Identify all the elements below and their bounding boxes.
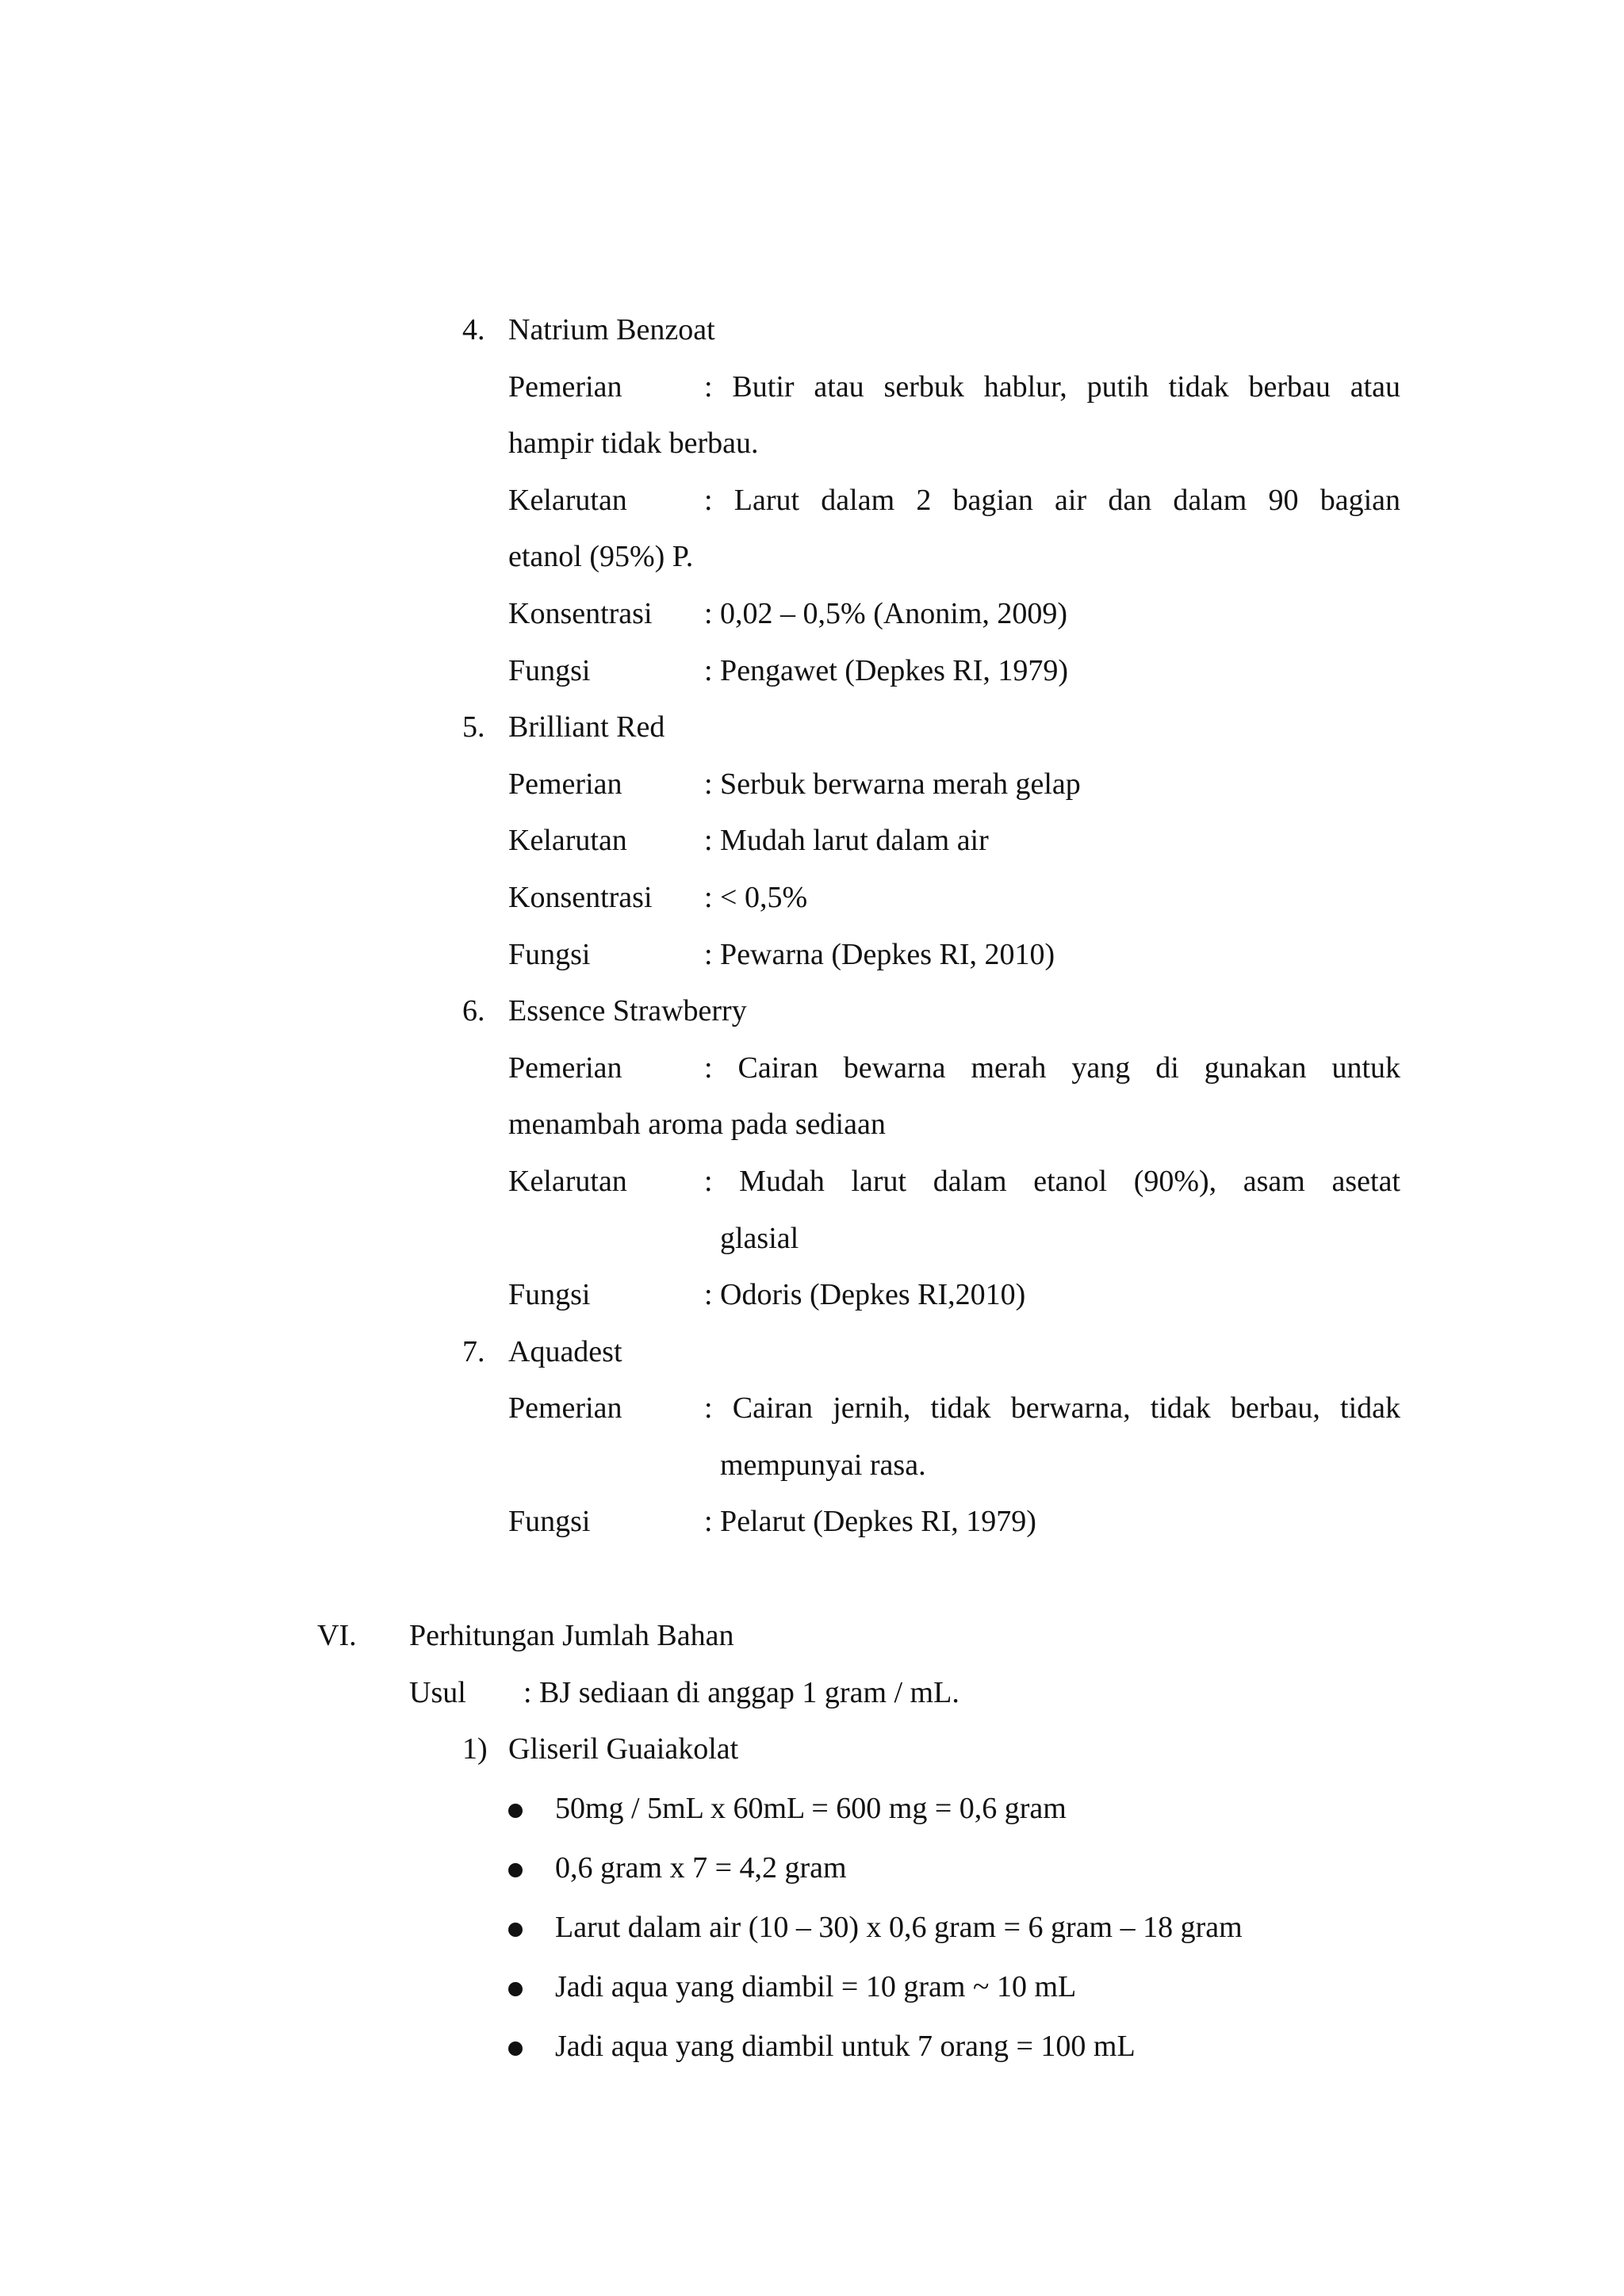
property-label: Kelarutan (508, 824, 627, 857)
property-value: : Butir atau serbuk hablur, putih tidak berbau atau (704, 370, 1400, 404)
property-label: Pemerian (508, 1391, 622, 1425)
list-number: 4. (462, 313, 485, 346)
bullet-icon (508, 1804, 523, 1818)
property-value: : Serbuk berwarna merah gelap (704, 767, 1081, 801)
property-value-continued: etanol (95%) P. (508, 540, 694, 573)
property-label: Fungsi (508, 1505, 591, 1538)
property-value-continued: glasial (720, 1222, 799, 1255)
property-value-continued: menambah aroma pada sediaan (508, 1108, 886, 1141)
usul-text: : BJ sediaan di anggap 1 gram / mL. (523, 1676, 959, 1709)
property-label: Fungsi (508, 654, 591, 687)
property-value: : Mudah larut dalam air (704, 824, 989, 857)
property-value: : Mudah larut dalam etanol (90%), asam asetat (704, 1165, 1400, 1198)
property-label: Fungsi (508, 938, 591, 971)
calculation-item: Larut dalam air (10 – 30) x 0,6 gram = 6 gram – 18 gram (555, 1911, 1243, 1944)
list-number: 6. (462, 994, 485, 1027)
property-label: Konsentrasi (508, 881, 653, 914)
property-value-continued: mempunyai rasa. (720, 1448, 926, 1482)
property-label: Fungsi (508, 1278, 591, 1311)
material-title: Aquadest (508, 1335, 622, 1368)
property-value: : Pelarut (Depkes RI, 1979) (704, 1505, 1036, 1538)
property-value: : Pengawet (Depkes RI, 1979) (704, 654, 1069, 687)
property-label: Pemerian (508, 1051, 622, 1085)
calculation-item: Jadi aqua yang diambil untuk 7 orang = 100 mL (555, 2030, 1136, 2063)
bullet-icon (508, 1982, 523, 1996)
bullet-icon (508, 2042, 523, 2056)
calculation-item: 50mg / 5mL x 60mL = 600 mg = 0,6 gram (555, 1792, 1067, 1825)
calculation-item: 0,6 gram x 7 = 4,2 gram (555, 1851, 847, 1885)
list-number: 5. (462, 710, 485, 744)
bullet-icon (508, 1863, 523, 1877)
sub-title: Gliseril Guaiakolat (508, 1732, 739, 1766)
bullet-icon (508, 1923, 523, 1937)
property-label: Pemerian (508, 370, 622, 404)
property-value: : Pewarna (Depkes RI, 2010) (704, 938, 1055, 971)
property-value: : < 0,5% (704, 881, 808, 914)
property-value-continued: hampir tidak berbau. (508, 427, 759, 460)
property-value: : 0,02 – 0,5% (Anonim, 2009) (704, 597, 1068, 630)
property-label: Kelarutan (508, 1165, 627, 1198)
property-label: Pemerian (508, 767, 622, 801)
property-value: : Cairan jernih, tidak berwarna, tidak berbau, tidak (704, 1391, 1400, 1425)
section-title: Perhitungan Jumlah Bahan (409, 1619, 734, 1652)
property-value: : Larut dalam 2 bagian air dan dalam 90 bagian (704, 484, 1400, 517)
calculation-item: Jadi aqua yang diambil = 10 gram ~ 10 mL (555, 1970, 1077, 2003)
property-label: Kelarutan (508, 484, 627, 517)
material-title: Natrium Benzoat (508, 313, 715, 346)
list-number: 7. (462, 1335, 485, 1368)
usul-label: Usul (409, 1676, 466, 1709)
section-numeral: VI. (317, 1619, 357, 1652)
sub-number: 1) (462, 1732, 488, 1766)
property-value: : Odoris (Depkes RI,2010) (704, 1278, 1026, 1311)
material-title: Essence Strawberry (508, 994, 747, 1027)
property-label: Konsentrasi (508, 597, 653, 630)
property-value: : Cairan bewarna merah yang di gunakan untuk (704, 1051, 1400, 1085)
material-title: Brilliant Red (508, 710, 665, 744)
